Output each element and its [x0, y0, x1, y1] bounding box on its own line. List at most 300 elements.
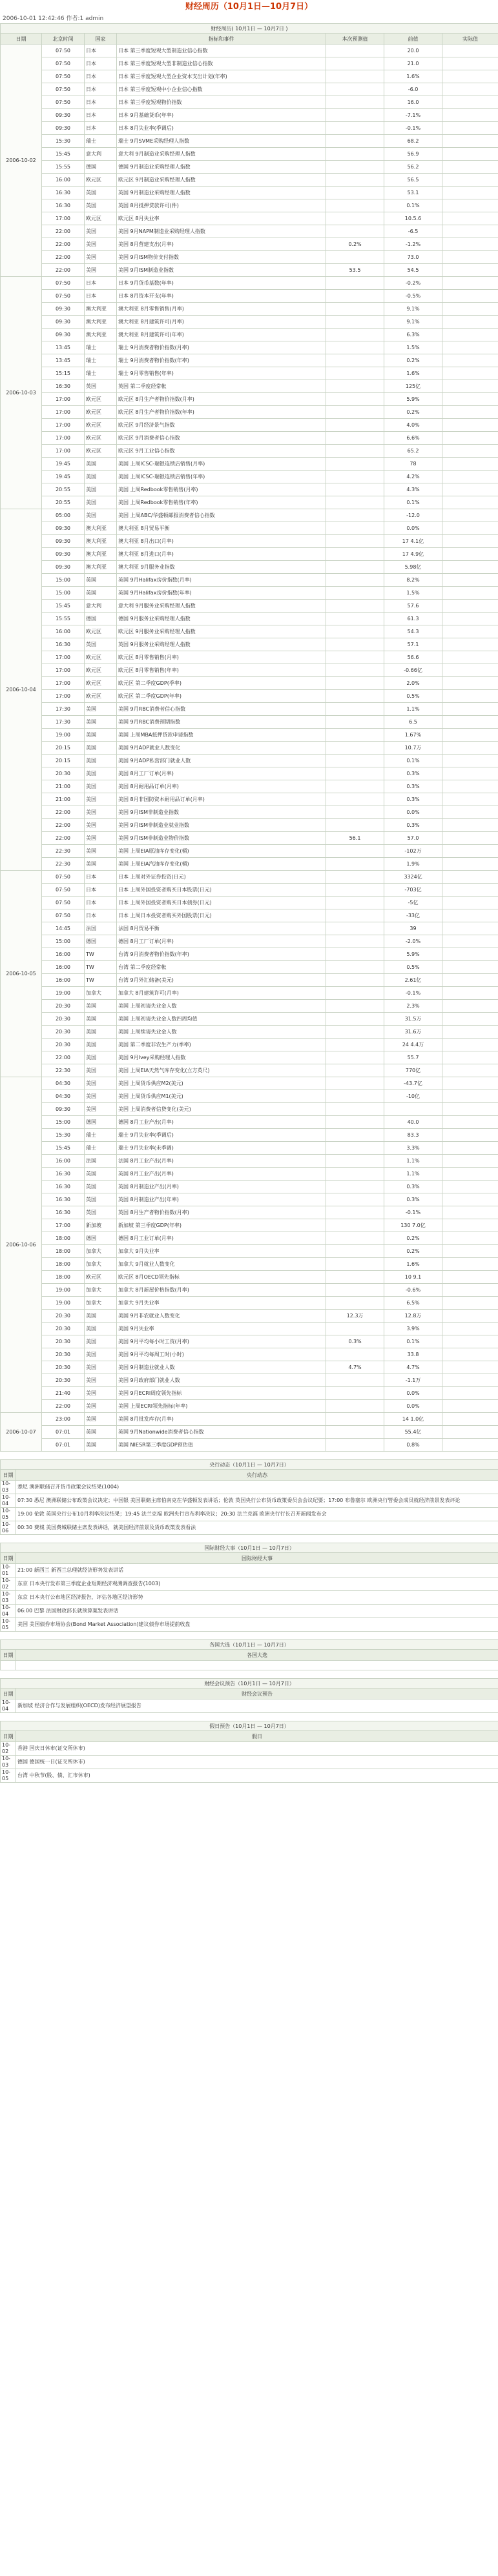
forecast-cell: 12.3万 [326, 1310, 384, 1323]
actual-cell [442, 638, 498, 651]
forecast-cell [326, 587, 384, 600]
time-cell: 21:40 [42, 1387, 85, 1400]
forecast-cell [326, 135, 384, 148]
country-cell: 欧元区 [85, 677, 117, 690]
actual-cell [442, 755, 498, 767]
country-cell: 欧元区 [85, 690, 117, 703]
previous-cell: 55.4亿 [384, 1426, 442, 1439]
country-cell: TW [85, 948, 117, 961]
previous-cell: 2.3% [384, 1000, 442, 1013]
event-row [1, 70, 498, 83]
event-row [1, 264, 498, 277]
country-cell: 美国 [85, 1387, 117, 1400]
time-cell: 20:30 [42, 1013, 85, 1026]
indicator-cell: 美国 9月NAPM制造业采购经理人指数 [117, 225, 326, 238]
forecast-cell [326, 367, 384, 380]
indicator-cell: 美国 9月ISM非制造业就业指数 [117, 819, 326, 832]
content-cell: 东京 日本央行发布第三季度企业短期经济观测调查报告(1003) [16, 1577, 498, 1591]
event-row [1, 1439, 498, 1452]
previous-cell: -2.0% [384, 935, 442, 948]
event-row [1, 871, 498, 884]
actual-cell [442, 1116, 498, 1129]
list-item [1, 1508, 498, 1521]
article-meta: 2006-10-01 12:42:46 作者:1 admin [3, 15, 104, 22]
forecast-cell [326, 225, 384, 238]
previous-cell: 12.8万 [384, 1310, 442, 1323]
time-cell: 07:50 [42, 871, 85, 884]
date-cell: 10-03 [1, 1481, 16, 1494]
country-cell: 美国 [85, 264, 117, 277]
actual-cell [442, 1348, 498, 1361]
indicator-cell: 加拿大 8月新屋价格指数(月率) [117, 1284, 326, 1297]
time-cell: 20:55 [42, 483, 85, 496]
time-cell: 20:30 [42, 1026, 85, 1039]
previous-cell: -7.1% [384, 109, 442, 122]
actual-cell [442, 948, 498, 961]
country-cell: TW [85, 974, 117, 987]
time-cell: 20:30 [42, 1361, 85, 1374]
country-cell: 德国 [85, 1232, 117, 1245]
previous-cell: -6.5 [384, 225, 442, 238]
country-cell: 美国 [85, 819, 117, 832]
indicator-cell: 加拿大 9月失业率 [117, 1245, 326, 1258]
event-row [1, 380, 498, 393]
time-cell: 16:30 [42, 638, 85, 651]
content-cell: 美国 美国债券市场协会(Bond Market Association)建议债券市场提前收盘 [16, 1618, 498, 1632]
event-row [1, 122, 498, 135]
event-row [1, 1168, 498, 1181]
country-cell: 日本 [85, 909, 117, 922]
country-cell: 美国 [85, 1310, 117, 1323]
time-cell: 20:15 [42, 742, 85, 755]
event-row [1, 703, 498, 716]
country-cell: 澳大利亚 [85, 303, 117, 316]
previous-cell: -33亿 [384, 909, 442, 922]
actual-cell [442, 251, 498, 264]
actual-cell [442, 987, 498, 1000]
indicator-cell: 欧元区 9月经济景气指数 [117, 419, 326, 432]
country-cell: 意大利 [85, 600, 117, 613]
country-cell: 英国 [85, 1193, 117, 1206]
actual-cell [442, 742, 498, 755]
country-cell: 加拿大 [85, 1297, 117, 1310]
time-cell: 17:00 [42, 677, 85, 690]
list-item [1, 1521, 498, 1535]
previous-cell: 9.1% [384, 316, 442, 329]
actual-cell [442, 393, 498, 406]
time-cell: 20:30 [42, 1039, 85, 1051]
previous-cell: 56.2 [384, 161, 442, 174]
country-cell: 美国 [85, 780, 117, 793]
event-row [1, 755, 498, 767]
indicator-cell: 德国 8月工业订单(月率) [117, 1232, 326, 1245]
previous-cell: 54.5 [384, 264, 442, 277]
holidays-header: 假日预告（10月1日 — 10月7日） [1, 1721, 498, 1731]
country-cell: 瑞士 [85, 1129, 117, 1142]
actual-cell [442, 57, 498, 70]
indicator-cell: 日本 第三季度短观中小企业信心指数 [117, 83, 326, 96]
indicator-cell: 美国 8月耐用品订单(月率) [117, 780, 326, 793]
indicator-cell: 欧元区 9月制造业采购经理人指数 [117, 174, 326, 187]
indicator-cell: 美国 9月ISM物价支付指数 [117, 251, 326, 264]
forecast-cell [326, 535, 384, 548]
forecast-cell [326, 703, 384, 716]
elections-header: 各国大选（10月1日 — 10月7日） [1, 1640, 498, 1650]
actual-cell [442, 935, 498, 948]
time-cell: 09:30 [42, 561, 85, 574]
country-cell: 日本 [85, 884, 117, 897]
country-cell: 美国 [85, 509, 117, 522]
time-cell: 15:00 [42, 574, 85, 587]
previous-cell: 73.0 [384, 251, 442, 264]
indicator-cell: 美国 9月RBC消费预期指数 [117, 716, 326, 729]
previous-cell: 0.2% [384, 406, 442, 419]
content-cell: 07:30 悉尼 澳洲联储公布政策会议决定；中国银 美国联储主席伯南克在华盛顿发表讲话；伦敦 英国央行公布货币政策委员会会议纪要；17:00 布鲁塞尔 欧洲央行管委会成员就经济前景发表评论 [16, 1494, 498, 1508]
time-cell: 23:00 [42, 1413, 85, 1426]
previous-cell: 1.1% [384, 1155, 442, 1168]
actual-cell [442, 1013, 498, 1026]
previous-cell: 0.1% [384, 755, 442, 767]
event-row [1, 393, 498, 406]
forecast-cell [326, 419, 384, 432]
time-cell: 05:00 [42, 509, 85, 522]
event-row [1, 780, 498, 793]
country-cell: 美国 [85, 1361, 117, 1374]
country-cell: 美国 [85, 496, 117, 509]
event-row [1, 1271, 498, 1284]
event-row [1, 1039, 498, 1051]
event-row [1, 1245, 498, 1258]
country-cell: 美国 [85, 742, 117, 755]
indicator-cell: 美国 9月RBC消费者信心指数 [117, 703, 326, 716]
forecast-cell [326, 199, 384, 212]
previous-cell: 0.3% [384, 780, 442, 793]
forecast-cell [326, 1000, 384, 1013]
event-row [1, 174, 498, 187]
event-row [1, 1181, 498, 1193]
time-cell: 16:00 [42, 1155, 85, 1168]
event-row [1, 858, 498, 871]
forecast-cell [326, 806, 384, 819]
column-header: 日期 [1, 1470, 16, 1481]
country-cell: 日本 [85, 57, 117, 70]
time-cell: 09:30 [42, 329, 85, 341]
forecast-cell [326, 677, 384, 690]
event-row [1, 290, 498, 303]
date-cell: 10-04 [1, 1605, 16, 1618]
actual-cell [442, 367, 498, 380]
indicator-cell: 德国 8月工厂订单(月率) [117, 935, 326, 948]
indicator-cell: 瑞士 9月失业率(季调后) [117, 1129, 326, 1142]
event-row [1, 638, 498, 651]
previous-cell: 770亿 [384, 1064, 442, 1077]
date-cell: 10-05 [1, 1769, 16, 1783]
previous-cell: 57.6 [384, 600, 442, 613]
indicator-cell: 美国 上周消费者信贷变化(美元) [117, 1103, 326, 1116]
indicator-cell: 美国 9月平均每周工时(小时) [117, 1348, 326, 1361]
country-cell: 瑞士 [85, 354, 117, 367]
previous-cell: 5.9% [384, 948, 442, 961]
indicator-cell: 欧元区 8月零售销售(年率) [117, 664, 326, 677]
actual-cell [442, 406, 498, 419]
country-cell: 日本 [85, 871, 117, 884]
time-cell: 07:50 [42, 277, 85, 290]
time-cell: 21:00 [42, 793, 85, 806]
forecast-cell [326, 690, 384, 703]
indicator-cell: 美国 9月Ivey采购经理人指数 [117, 1051, 326, 1064]
previous-cell: 3.3% [384, 1142, 442, 1155]
indicator-cell: 美国 9月政府部门就业人数 [117, 1374, 326, 1387]
event-row [1, 187, 498, 199]
forecast-cell [326, 780, 384, 793]
actual-cell [442, 471, 498, 483]
actual-cell [442, 496, 498, 509]
actual-cell [442, 1297, 498, 1310]
indicator-cell: 澳大利亚 8月出口(月率) [117, 535, 326, 548]
forecast-cell [326, 1039, 384, 1051]
forecast-cell [326, 922, 384, 935]
central_banks-header: 央行动态（10月1日 — 10月7日） [1, 1460, 498, 1470]
actual-cell [442, 793, 498, 806]
time-cell: 15:55 [42, 613, 85, 625]
event-row [1, 1103, 498, 1116]
actual-cell [442, 70, 498, 83]
actual-cell [442, 341, 498, 354]
forecast-cell [326, 380, 384, 393]
actual-cell [442, 1219, 498, 1232]
forecast-cell [326, 664, 384, 677]
indicator-cell: 澳大利亚 9月服务业指数 [117, 561, 326, 574]
actual-cell [442, 897, 498, 909]
event-row [1, 1116, 498, 1129]
time-cell: 22:30 [42, 858, 85, 871]
meetings-table [0, 1678, 498, 1713]
indicator-cell: 英国 9月制造业采购经理人指数 [117, 187, 326, 199]
actual-cell [442, 509, 498, 522]
forecast-cell [326, 1064, 384, 1077]
indicator-cell: 美国 上周初请失业金人数四周均值 [117, 1013, 326, 1026]
previous-cell: 17 4.9亿 [384, 548, 442, 561]
country-cell: 美国 [85, 1103, 117, 1116]
event-row [1, 1426, 498, 1439]
actual-cell [442, 161, 498, 174]
event-row [1, 251, 498, 264]
previous-cell: 6.6% [384, 432, 442, 445]
country-cell: 加拿大 [85, 1245, 117, 1258]
forecast-cell [326, 1026, 384, 1039]
forecast-cell [326, 845, 384, 858]
forecast-cell [326, 122, 384, 135]
event-row [1, 471, 498, 483]
actual-cell [442, 122, 498, 135]
list-item [1, 1618, 498, 1632]
event-row [1, 445, 498, 458]
previous-cell: 4.2% [384, 471, 442, 483]
forecast-cell [326, 509, 384, 522]
time-cell: 17:00 [42, 393, 85, 406]
event-row [1, 729, 498, 742]
time-cell: 19:00 [42, 1284, 85, 1297]
date-cell: 2006-10-02 [1, 45, 42, 277]
indicator-cell: 美国 上周货币供应M1(美元) [117, 1090, 326, 1103]
event-row [1, 522, 498, 535]
indicator-cell: 美国 9月ISM制造业指数 [117, 264, 326, 277]
country-cell: 美国 [85, 1374, 117, 1387]
previous-cell: -102万 [384, 845, 442, 858]
time-cell: 20:30 [42, 1323, 85, 1335]
indicator-cell: 英国 8月工业产出(月率) [117, 1168, 326, 1181]
country-cell: 澳大利亚 [85, 522, 117, 535]
forecast-cell [326, 303, 384, 316]
previous-cell: 53.1 [384, 187, 442, 199]
actual-cell [442, 1026, 498, 1039]
previous-cell: 0.2% [384, 1232, 442, 1245]
event-row [1, 1348, 498, 1361]
forecast-cell [326, 1206, 384, 1219]
previous-cell: -12.0 [384, 509, 442, 522]
previous-cell: 0.3% [384, 767, 442, 780]
country-cell: 德国 [85, 1116, 117, 1129]
forecast-cell [326, 212, 384, 225]
forecast-cell [326, 1426, 384, 1439]
previous-cell: 1.6% [384, 70, 442, 83]
actual-cell [442, 548, 498, 561]
time-cell: 16:30 [42, 1181, 85, 1193]
country-cell: 日本 [85, 277, 117, 290]
forecast-cell [326, 755, 384, 767]
country-cell: 美国 [85, 716, 117, 729]
elections-table [0, 1639, 498, 1670]
indicator-cell: 日本 8月失业率(季调后) [117, 122, 326, 135]
event-row [1, 1090, 498, 1103]
forecast-cell [326, 83, 384, 96]
forecast-cell [326, 251, 384, 264]
forecast-cell [326, 1348, 384, 1361]
event-row [1, 303, 498, 316]
country-cell: 美国 [85, 729, 117, 742]
previous-cell: 6.5 [384, 716, 442, 729]
event-row [1, 1297, 498, 1310]
forecast-cell [326, 574, 384, 587]
country-cell: 日本 [85, 290, 117, 303]
forecast-cell [326, 1142, 384, 1155]
forecast-cell [326, 716, 384, 729]
date-cell: 2006-10-04 [1, 509, 42, 871]
event-row [1, 57, 498, 70]
country-cell: 瑞士 [85, 341, 117, 354]
indicator-cell: 瑞士 9月失业率(未季调) [117, 1142, 326, 1155]
event-row [1, 83, 498, 96]
country-cell: 加拿大 [85, 1258, 117, 1271]
content-cell: 香港 国庆日休市(证交所休市) [16, 1742, 498, 1756]
indicator-cell: 美国 上周EIA原油库存变化(桶) [117, 845, 326, 858]
actual-cell [442, 1258, 498, 1271]
country-cell: 美国 [85, 1077, 117, 1090]
actual-cell [442, 1077, 498, 1090]
event-row [1, 897, 498, 909]
event-row [1, 1232, 498, 1245]
indicator-cell: 意大利 9月制造业采购经理人指数 [117, 148, 326, 161]
event-row [1, 690, 498, 703]
column-header: 前值 [384, 34, 442, 45]
event-row [1, 161, 498, 174]
actual-cell [442, 174, 498, 187]
previous-cell: 56.6 [384, 651, 442, 664]
forecast-cell [326, 290, 384, 303]
previous-cell: 55.7 [384, 1051, 442, 1064]
date-cell: 2006-10-05 [1, 871, 42, 1077]
time-cell: 17:00 [42, 690, 85, 703]
actual-cell [442, 109, 498, 122]
actual-cell [442, 1181, 498, 1193]
previous-cell: 9.1% [384, 303, 442, 316]
indicator-cell: 澳大利亚 8月贸易平衡 [117, 522, 326, 535]
actual-cell [442, 600, 498, 613]
previous-cell: 2.0% [384, 677, 442, 690]
country-cell: 英国 [85, 187, 117, 199]
previous-cell: 78 [384, 458, 442, 471]
previous-cell: 10.7万 [384, 742, 442, 755]
indicator-cell: 欧元区 8月零售销售(月率) [117, 651, 326, 664]
previous-cell: 1.5% [384, 587, 442, 600]
time-cell: 15:55 [42, 161, 85, 174]
event-row [1, 548, 498, 561]
column-header: 日期 [1, 1553, 16, 1564]
indicator-cell: 新加坡 第三季度GDP(年率) [117, 1219, 326, 1232]
calendar-header: 财经周历( 10月1日 — 10月7日 ) [1, 24, 498, 34]
forecast-cell [326, 1051, 384, 1064]
actual-cell [442, 522, 498, 535]
calendar-column-headers [1, 34, 498, 45]
previous-cell: 33.8 [384, 1348, 442, 1361]
forecast-cell [326, 70, 384, 83]
actual-cell [442, 858, 498, 871]
indicator-cell: 瑞士 9月零售销售(年率) [117, 367, 326, 380]
actual-cell [442, 1387, 498, 1400]
actual-cell [442, 780, 498, 793]
forecast-cell [326, 1245, 384, 1258]
previous-cell: 0.3% [384, 1181, 442, 1193]
country-cell: 澳大利亚 [85, 548, 117, 561]
time-cell: 17:00 [42, 212, 85, 225]
previous-cell: 61.3 [384, 613, 442, 625]
forecast-cell [326, 341, 384, 354]
actual-cell [442, 264, 498, 277]
indicator-cell: 德国 9月制造业采购经理人指数 [117, 161, 326, 174]
column-header: 财经会议预告 [16, 1689, 498, 1699]
forecast-cell: 4.7% [326, 1361, 384, 1374]
event-row [1, 961, 498, 974]
date-cell: 10-06 [1, 1521, 16, 1535]
event-row [1, 1000, 498, 1013]
time-cell: 15:15 [42, 367, 85, 380]
indicator-cell: 日本 8月资本开支(年率) [117, 290, 326, 303]
country-cell: 美国 [85, 225, 117, 238]
time-cell: 16:30 [42, 1193, 85, 1206]
country-cell: 欧元区 [85, 174, 117, 187]
forecast-cell [326, 548, 384, 561]
actual-cell [442, 1103, 498, 1116]
actual-cell [442, 1284, 498, 1297]
event-row [1, 96, 498, 109]
time-cell: 17:00 [42, 432, 85, 445]
country-cell: 美国 [85, 1323, 117, 1335]
forecast-cell [326, 161, 384, 174]
forecast-cell [326, 57, 384, 70]
forecast-cell [326, 316, 384, 329]
actual-cell [442, 96, 498, 109]
actual-cell [442, 677, 498, 690]
